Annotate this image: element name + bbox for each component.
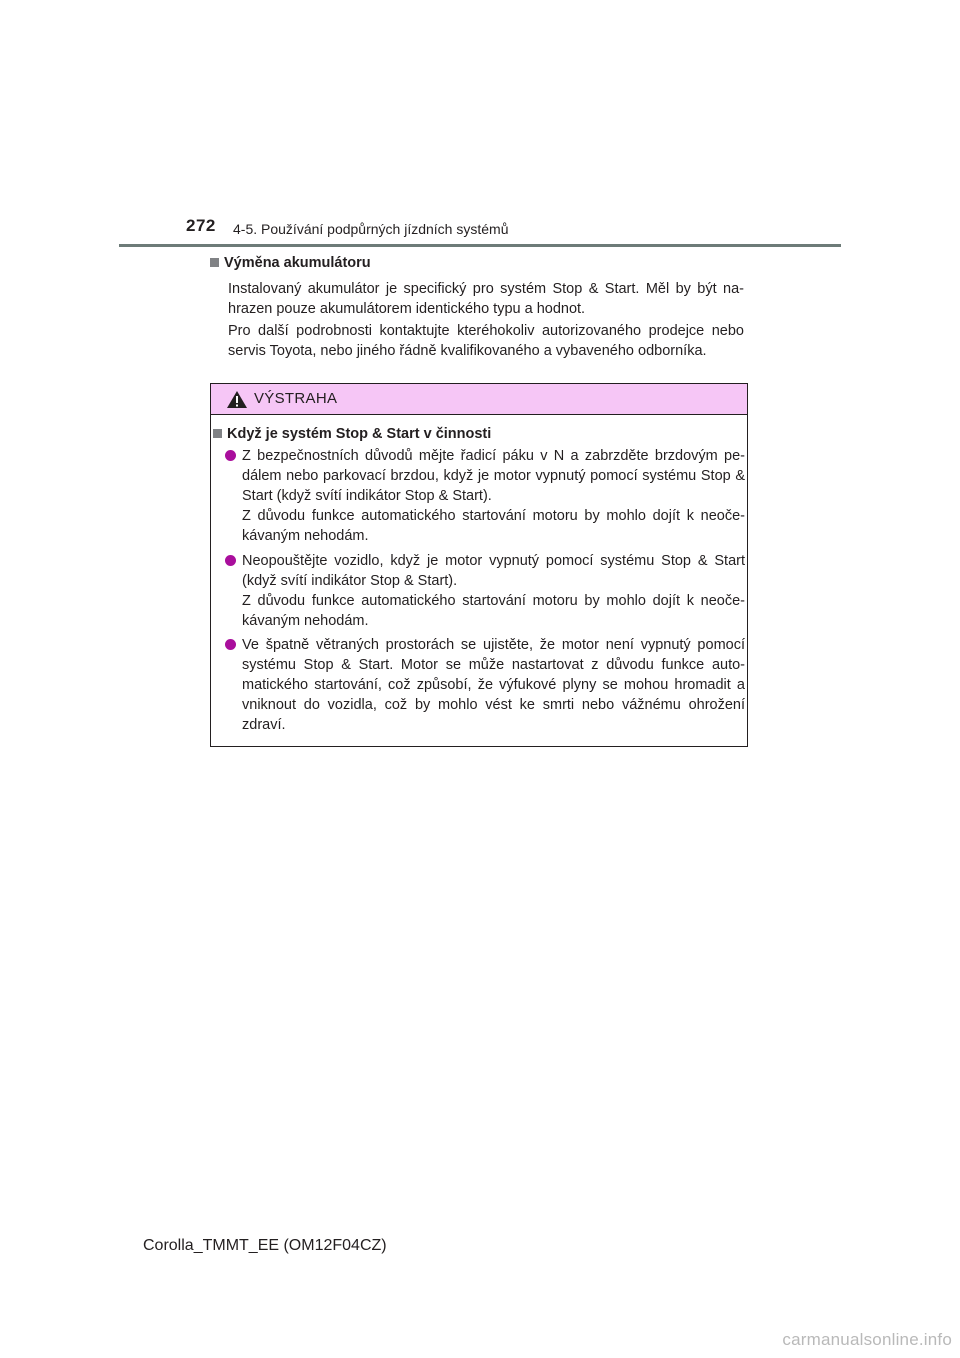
warning-item-text — [242, 635, 745, 735]
header-rule — [119, 244, 841, 247]
square-bullet-icon — [213, 429, 222, 438]
warning-item-text — [242, 551, 745, 631]
warning-subheading — [213, 426, 491, 442]
warning-item — [225, 635, 745, 735]
warning-title: VÝSTRAHA — [254, 390, 338, 407]
warning-subheading-text: Když je systém Stop & Start v činnosti — [227, 426, 492, 442]
paragraph-2: Pro další podrobnosti kontaktujte kteréhokoliv autorizovaného prodejce nebo servis Toyota, nebo jiného řádně kvalifikovaného a vybaveného odborníka. — [228, 323, 744, 359]
section-heading — [210, 255, 371, 271]
warning-triangle-icon — [226, 390, 248, 409]
square-bullet-icon — [210, 258, 219, 267]
warning-item-line: Z bezpečnostních důvodů mějte řadicí páku v N a zabrzděte brzdovým pe-dálem nebo parkovací brzdou, když je motor vypnutý pomocí systému Stop & Start (když svítí indikátor Stop & Start). — [242, 448, 745, 504]
chapter-title: 4-5. Používání podpůrných jízdních systémů — [233, 221, 509, 237]
page-number: 272 — [186, 216, 216, 235]
watermark[interactable]: carmanualsonline.info — [782, 1330, 952, 1349]
paragraph-1: Instalovaný akumulátor je specifický pro systém Stop & Start. Měl by být na-hrazen pouze akumulátorem identického typu a hodnot. — [228, 281, 744, 317]
footer-model: Corolla_TMMT_EE (OM12F04CZ) — [143, 1237, 387, 1254]
section-heading-text: Výměna akumulátoru — [224, 255, 371, 271]
warning-box — [210, 383, 748, 747]
warning-item-line: Ve špatně větraných prostorách se ujistěte, že motor není vypnutý pomocí systému Stop & Start. Motor se může nastartovat z důvodu funkce auto-matického startování, což způsobí, že výfukové plyny se mohou hromadit a vniknout do vozidla, což by mohlo vést ke smrti nebo vážnému ohrožení zdraví. — [242, 637, 745, 733]
bullet-dot-icon — [225, 639, 236, 650]
warning-item-line: Z důvodu funkce automatického startování motoru by mohlo dojít k neoče-kávaným nehodám. — [242, 593, 745, 629]
bullet-dot-icon — [225, 555, 236, 566]
warning-item-text — [242, 446, 745, 546]
warning-item — [225, 446, 745, 546]
warning-header — [211, 384, 747, 415]
bullet-dot-icon — [225, 450, 236, 461]
warning-item — [225, 551, 745, 631]
warning-item-line: Neopouštějte vozidlo, když je motor vypnutý pomocí systému Stop & Start (když svítí indikátor Stop & Start). — [242, 553, 745, 589]
warning-item-line: Z důvodu funkce automatického startování motoru by mohlo dojít k neoče-kávaným nehodám. — [242, 508, 745, 544]
